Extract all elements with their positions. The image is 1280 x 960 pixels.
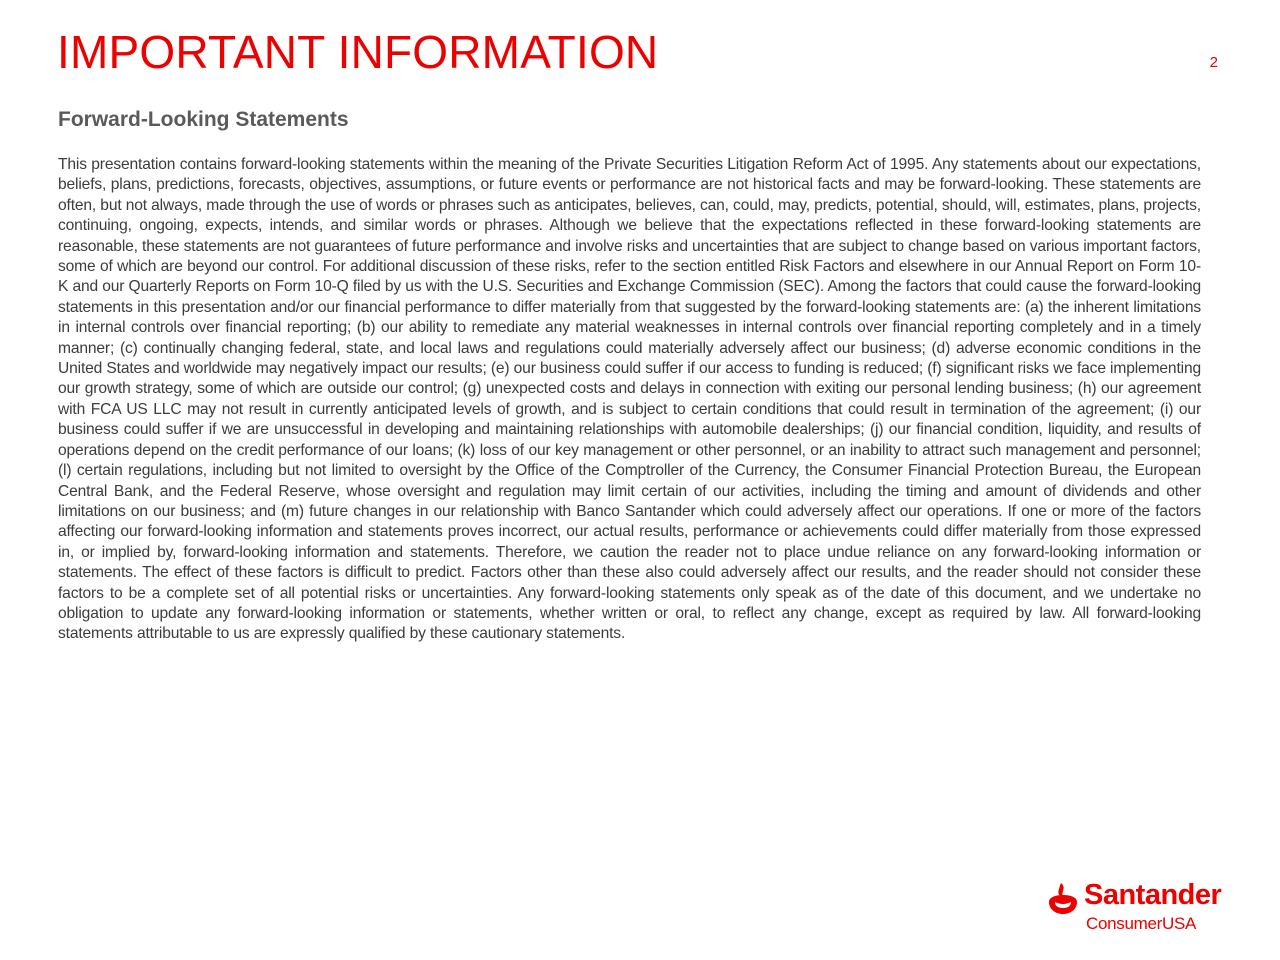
- forward-looking-statements-body: This presentation contains forward-looking statements within the meaning of the Private Securities Litigation Reform Act of 1995. Any statements about our expectations, beliefs, plans, predictions, forecasts, objectives, assumptions, or future events or performance are not historical facts and may be forward-looking. These statements are often, but not always, made through the use of words or phrases such as anticipates, believes, can, could, may, predicts, potential, should, will, estimates, plans, projects, continuing, ongoing, expects, intends, and similar words or phrases. Although we believe that the expectations reflected in these forward-looking statements are reasonable, these statements are not guarantees of future performance and involve risks and uncertainties that are subject to change based on various important factors, some of which are beyond our control. For additional discussion of these risks, refer to the section entitled Risk Factors and elsewhere in our Annual Report on Form 10-K and our Quarterly Reports on Form 10-Q filed by us with the U.S. Securities and Exchange Commission (SEC). Among the factors that could cause the forward-looking statements in this presentation and/or our financial performance to differ materially from that suggested by the forward-looking statements are: (a) the inherent limitations in internal controls over financial reporting; (b) our ability to remediate any material weaknesses in internal controls over financial reporting completely and in a timely manner; (c) continually changing federal, state, and local laws and regulations could materially adversely affect our business; (d) adverse economic conditions in the United States and worldwide may negatively impact our results; (e) our business could suffer if our access to funding is reduced; (f) significant risks we face implementing our growth strategy, some of which are outside our control; (g) unexpected costs and delays in connection with exiting our personal lending business; (h) our agreement with FCA US LLC may not result in currently anticipated levels of growth, and is subject to certain conditions that could result in termination of the agreement; (i) our business could suffer if we are unsuccessful in developing and maintaining relationships with automobile dealerships; (j) our financial condition, liquidity, and results of operations depend on the credit performance of our loans; (k) loss of our key management or other personnel, or an inability to attract such management and personnel; (l) certain regulations, including but not limited to oversight by the Office of the Comptroller of the Currency, the Consumer Financial Protection Bureau, the European Central Bank, and the Federal Reserve, whose oversight and regulation may limit certain of our activities, including the timing and amount of dividends and other limitations on our business; and (m) future changes in our relationship with Banco Santander which could adversely affect our operations. If one or more of the factors affecting our forward-looking information and statements proves incorrect, our actual results, performance or achievements could differ materially from those expressed in, or implied by, forward-looking information and statements. Therefore, we caution the reader not to place undue reliance on any forward-looking information or statements. The effect of these factors is difficult to predict. Factors other than these also could adversely affect our results, and the reader should not consider these factors to be a complete set of all potential risks or uncertainties. Any forward-looking statements only speak as of the date of this document, and we undertake no obligation to update any forward-looking information or statements, whether written or oral, to reflect any change, except as required by law. All forward-looking statements attributable to us are expressly qualified by these cautionary statements.: [58, 156, 1201, 643]
- logo-subtitle: ConsumerUSA: [1086, 914, 1197, 933]
- logo-wordmark: Santander: [1084, 879, 1222, 911]
- flame-icon: [1046, 882, 1080, 916]
- slide-title: IMPORTANT INFORMATION: [57, 26, 659, 78]
- page-number: 2: [1209, 54, 1218, 71]
- section-heading: Forward-Looking Statements: [58, 108, 349, 131]
- santander-logo: [1046, 880, 1226, 938]
